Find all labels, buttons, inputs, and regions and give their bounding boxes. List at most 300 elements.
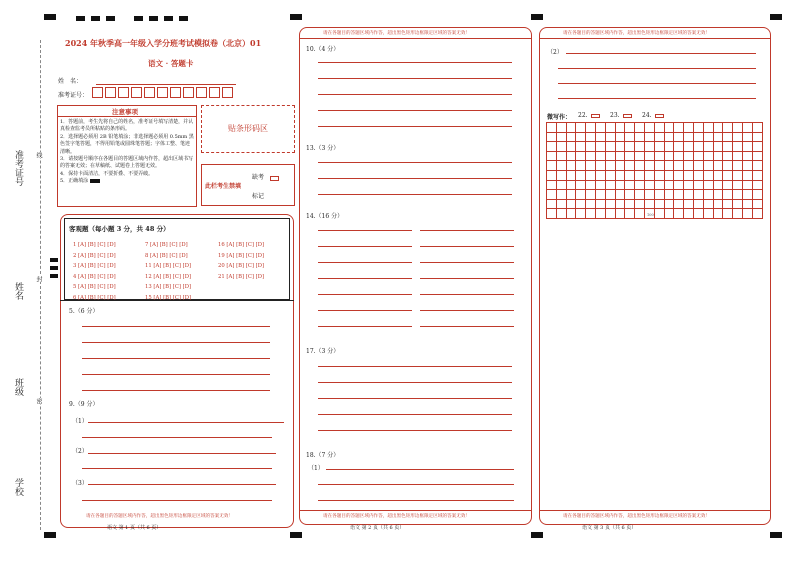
grid-cell[interactable] <box>635 123 645 133</box>
page3-warning-top: 请在各题目的答题区域内作答，超出黑色矩形边框限定区域的答案无效！ <box>563 31 711 36</box>
grid-cell[interactable] <box>674 161 684 171</box>
grid-cell[interactable] <box>567 142 577 152</box>
grid-cell[interactable] <box>714 123 724 133</box>
answer-line[interactable] <box>566 53 756 54</box>
grid-cell[interactable] <box>694 142 704 152</box>
answer-line[interactable] <box>318 430 512 431</box>
grid-cell[interactable] <box>567 123 577 133</box>
grid-cell[interactable] <box>665 171 675 181</box>
grid-cell[interactable] <box>586 161 596 171</box>
answer-line[interactable] <box>82 358 270 359</box>
grid-cell[interactable] <box>616 161 626 171</box>
grid-cell[interactable] <box>586 171 596 181</box>
grid-cell[interactable] <box>547 171 557 181</box>
answer-line[interactable] <box>318 500 514 501</box>
grid-cell[interactable] <box>576 209 586 219</box>
grid-cell[interactable] <box>625 190 635 200</box>
grid-cell[interactable] <box>645 123 655 133</box>
grid-cell[interactable] <box>606 152 616 162</box>
grid-cell[interactable] <box>684 200 694 210</box>
grid-cell[interactable] <box>586 133 596 143</box>
grid-cell[interactable] <box>714 161 724 171</box>
absent-checkbox[interactable] <box>270 176 279 181</box>
grid-cell[interactable] <box>635 181 645 191</box>
grid-cell[interactable] <box>753 152 763 162</box>
grid-cell[interactable] <box>704 200 714 210</box>
name-field[interactable] <box>96 84 236 85</box>
q9-label: 9.（9 分） <box>69 401 99 408</box>
grid-cell[interactable] <box>655 123 665 133</box>
grid-cell[interactable] <box>655 200 665 210</box>
grid-cell[interactable] <box>606 181 616 191</box>
id-boxes[interactable] <box>92 87 233 98</box>
grid-cell[interactable] <box>684 152 694 162</box>
grid-cell[interactable] <box>723 161 733 171</box>
side-id-label: 准考证号 <box>13 150 23 186</box>
grid-cell[interactable] <box>723 181 733 191</box>
writing-24-checkbox[interactable] <box>655 114 664 118</box>
grid-cell[interactable] <box>743 171 753 181</box>
answer-line[interactable] <box>420 294 514 295</box>
grid-cell[interactable] <box>547 209 557 219</box>
answer-line[interactable] <box>420 326 514 327</box>
grid-cell[interactable] <box>596 133 606 143</box>
writing-grid[interactable] <box>546 122 763 219</box>
grid-cell[interactable] <box>674 209 684 219</box>
page3-footer: 语文 第 3 页（共 6 页） <box>582 525 637 531</box>
grid-cell[interactable] <box>557 181 567 191</box>
grid-cell[interactable] <box>733 133 743 143</box>
grid-cell[interactable] <box>576 142 586 152</box>
grid-cell[interactable] <box>547 133 557 143</box>
answer-line[interactable] <box>318 414 512 415</box>
grid-cell[interactable] <box>753 200 763 210</box>
grid-cell[interactable] <box>547 161 557 171</box>
grid-cell[interactable] <box>665 161 675 171</box>
grid-cell[interactable] <box>674 181 684 191</box>
grid-cell[interactable] <box>576 133 586 143</box>
grid-cell[interactable] <box>596 152 606 162</box>
answer-line[interactable] <box>88 484 276 485</box>
grid-cell[interactable] <box>753 161 763 171</box>
id-label: 准考证号： <box>58 92 89 99</box>
grid-cell[interactable] <box>674 152 684 162</box>
grid-cell[interactable] <box>547 152 557 162</box>
grid-cell[interactable] <box>684 190 694 200</box>
grid-cell[interactable] <box>723 133 733 143</box>
objective-col3[interactable]: 16 [A] [B] [C] [D] 19 [A] [B] [C] [D] 20 [A] [B] [C] [D] 21 [A] [B] [C] [D] <box>218 242 265 280</box>
grid-cell[interactable] <box>606 171 616 181</box>
grid-cell[interactable] <box>625 181 635 191</box>
grid-cell[interactable] <box>694 152 704 162</box>
grid-cell[interactable] <box>645 171 655 181</box>
grid-cell[interactable] <box>645 200 655 210</box>
grid-cell[interactable] <box>606 133 616 143</box>
grid-cell[interactable] <box>655 161 665 171</box>
grid-cell[interactable] <box>567 171 577 181</box>
writing-22-checkbox[interactable] <box>591 114 600 118</box>
reg-mark <box>531 14 543 20</box>
grid-cell[interactable] <box>645 133 655 143</box>
q5-label: 5.（6 分） <box>69 308 99 315</box>
grid-cell[interactable] <box>596 190 606 200</box>
grid-cell[interactable] <box>576 161 586 171</box>
grid-cell[interactable] <box>557 133 567 143</box>
grid-cell[interactable] <box>625 142 635 152</box>
grid-cell[interactable] <box>743 200 753 210</box>
grid-cell[interactable] <box>743 161 753 171</box>
answer-line[interactable] <box>558 83 756 84</box>
grid-cell[interactable] <box>616 133 626 143</box>
page-title: 2024 年秋季高一年级入学分班考试模拟卷（北京）01 <box>65 38 262 48</box>
answer-line[interactable] <box>318 162 512 163</box>
grid-cell[interactable] <box>655 181 665 191</box>
grid-cell[interactable] <box>616 200 626 210</box>
grid-cell[interactable] <box>733 161 743 171</box>
grid-cell[interactable] <box>547 123 557 133</box>
answer-line[interactable] <box>318 262 412 263</box>
grid-cell[interactable] <box>547 181 557 191</box>
answer-line[interactable] <box>420 246 514 247</box>
grid-cell[interactable] <box>733 209 743 219</box>
grid-cell[interactable] <box>723 171 733 181</box>
grid-cell[interactable] <box>616 142 626 152</box>
answer-line[interactable] <box>82 342 270 343</box>
grid-cell[interactable] <box>655 142 665 152</box>
grid-cell[interactable] <box>576 152 586 162</box>
grid-cell[interactable] <box>753 190 763 200</box>
grid-cell[interactable] <box>753 209 763 219</box>
answer-line[interactable] <box>318 110 512 111</box>
answer-line[interactable] <box>420 262 514 263</box>
q9-sub3: （3） <box>72 480 88 487</box>
answer-line[interactable] <box>318 78 512 79</box>
grid-cell[interactable] <box>596 161 606 171</box>
grid-cell[interactable] <box>616 181 626 191</box>
grid-cell[interactable] <box>596 142 606 152</box>
reg-mark <box>76 16 85 21</box>
grid-cell[interactable] <box>576 200 586 210</box>
grid-cell[interactable] <box>704 209 714 219</box>
grid-cell[interactable] <box>674 142 684 152</box>
objective-col1[interactable]: 1 [A] [B] [C] [D] 2 [A] [B] [C] [D] 3 [A] [B] [C] [D] 4 [A] [B] [C] [D] 5 [A] [B] [C] [D] 6 [A] [B] [C] [D] <box>73 242 116 301</box>
grid-cell[interactable] <box>733 181 743 191</box>
grid-cell[interactable] <box>684 181 694 191</box>
grid-cell[interactable] <box>714 200 724 210</box>
grid-cell[interactable] <box>733 123 743 133</box>
q9-sub2: （2） <box>72 448 88 455</box>
grid-cell[interactable] <box>635 152 645 162</box>
reg-mark <box>50 274 58 278</box>
grid-cell[interactable] <box>665 181 675 191</box>
grid-cell[interactable] <box>606 200 616 210</box>
answer-line[interactable] <box>82 500 272 501</box>
grid-cell[interactable] <box>655 190 665 200</box>
answer-line[interactable] <box>318 94 512 95</box>
grid-cell[interactable] <box>567 209 577 219</box>
grid-cell[interactable] <box>684 161 694 171</box>
grid-cell[interactable] <box>694 161 704 171</box>
grid-cell[interactable] <box>645 181 655 191</box>
grid-cell[interactable] <box>616 209 626 219</box>
grid-cell[interactable] <box>635 190 645 200</box>
grid-cell[interactable] <box>714 190 724 200</box>
grid-cell[interactable] <box>557 152 567 162</box>
grid-cell[interactable] <box>753 133 763 143</box>
grid-cell[interactable] <box>704 171 714 181</box>
grid-cell[interactable] <box>625 133 635 143</box>
writing-24: 24. <box>642 112 652 119</box>
grid-cell[interactable] <box>674 190 684 200</box>
grid-cell[interactable] <box>586 209 596 219</box>
grid-cell[interactable] <box>743 142 753 152</box>
grid-cell[interactable] <box>616 152 626 162</box>
grid-cell[interactable] <box>674 123 684 133</box>
barcode-label: 贴条形码区 <box>228 124 268 133</box>
grid-cell[interactable] <box>723 152 733 162</box>
answer-line[interactable] <box>420 230 514 231</box>
grid-cell[interactable] <box>694 190 704 200</box>
answer-line[interactable] <box>318 230 412 231</box>
answer-line[interactable] <box>318 62 512 63</box>
grid-cell[interactable] <box>665 123 675 133</box>
answer-line[interactable] <box>558 98 756 99</box>
grid-cell[interactable] <box>635 142 645 152</box>
grid-cell[interactable] <box>616 190 626 200</box>
page3-warning-bottom: 请在各题目的答题区域内作答，超出黑色矩形边框限定区域的答案无效！ <box>563 514 711 519</box>
grid-cell[interactable] <box>674 200 684 210</box>
answer-line[interactable] <box>318 382 512 383</box>
answer-line[interactable] <box>420 310 514 311</box>
grid-cell[interactable] <box>557 161 567 171</box>
grid-cell[interactable] <box>567 200 577 210</box>
grid-cell[interactable] <box>714 209 724 219</box>
answer-line[interactable] <box>326 469 514 470</box>
grid-cell[interactable] <box>606 190 616 200</box>
grid-cell[interactable] <box>567 133 577 143</box>
grid-cell[interactable] <box>557 190 567 200</box>
grid-cell[interactable] <box>665 133 675 143</box>
answer-line[interactable] <box>318 246 412 247</box>
grid-cell[interactable] <box>723 142 733 152</box>
grid-cell[interactable] <box>625 123 635 133</box>
grid-cell[interactable] <box>714 133 724 143</box>
grid-cell[interactable] <box>635 209 645 219</box>
answer-line[interactable] <box>318 194 512 195</box>
grid-cell[interactable] <box>547 142 557 152</box>
grid-cell[interactable] <box>606 123 616 133</box>
answer-line[interactable] <box>318 178 512 179</box>
grid-cell[interactable] <box>576 123 586 133</box>
grid-cell[interactable] <box>665 200 675 210</box>
answer-line[interactable] <box>82 326 270 327</box>
grid-cell[interactable] <box>684 171 694 181</box>
reg-mark <box>531 532 543 538</box>
grid-cell[interactable] <box>586 181 596 191</box>
grid-cell[interactable] <box>635 133 645 143</box>
q18-sub1: （1） <box>308 465 324 472</box>
grid-cell[interactable] <box>694 181 704 191</box>
grid-cell[interactable] <box>576 171 586 181</box>
grid-cell[interactable] <box>616 171 626 181</box>
grid-cell[interactable] <box>576 190 586 200</box>
grid-cell[interactable] <box>694 209 704 219</box>
grid-cell[interactable] <box>704 142 714 152</box>
grid-cell[interactable] <box>694 133 704 143</box>
grid-cell[interactable] <box>723 190 733 200</box>
answer-line[interactable] <box>318 310 412 311</box>
grid-cell[interactable] <box>586 200 596 210</box>
grid-cell[interactable] <box>616 123 626 133</box>
grid-cell[interactable] <box>635 200 645 210</box>
grid-cell[interactable] <box>704 181 714 191</box>
grid-cell[interactable] <box>586 190 596 200</box>
answer-line[interactable] <box>318 126 512 127</box>
grid-cell[interactable] <box>567 190 577 200</box>
grid-cell[interactable] <box>743 123 753 133</box>
answer-line[interactable] <box>318 484 514 485</box>
answer-line[interactable] <box>318 398 512 399</box>
grid-cell[interactable] <box>557 142 567 152</box>
grid-cell[interactable] <box>665 142 675 152</box>
grid-cell[interactable] <box>586 142 596 152</box>
grid-cell[interactable] <box>714 152 724 162</box>
grid-cell[interactable] <box>665 209 675 219</box>
grid-cell[interactable] <box>684 209 694 219</box>
answer-line[interactable] <box>82 374 270 375</box>
grid-cell[interactable] <box>635 171 645 181</box>
grid-cell[interactable] <box>753 171 763 181</box>
grid-cell[interactable] <box>733 152 743 162</box>
grid-cell[interactable] <box>625 171 635 181</box>
answer-line[interactable] <box>82 437 272 438</box>
grid-cell[interactable] <box>606 209 616 219</box>
grid-cell[interactable] <box>743 152 753 162</box>
grid-cell[interactable] <box>596 200 606 210</box>
reg-mark <box>290 532 302 538</box>
grid-cell[interactable] <box>567 152 577 162</box>
grid-cell[interactable] <box>733 200 743 210</box>
grid-cell[interactable] <box>704 190 714 200</box>
grid-cell[interactable] <box>655 133 665 143</box>
grid-count-mark: 100 <box>647 213 654 217</box>
grid-cell[interactable] <box>547 200 557 210</box>
grid-cell[interactable] <box>557 171 567 181</box>
grid-cell[interactable] <box>567 181 577 191</box>
grid-cell[interactable] <box>655 209 665 219</box>
grid-cell[interactable] <box>704 133 714 143</box>
grid-cell[interactable] <box>567 161 577 171</box>
reg-mark <box>50 258 58 262</box>
answer-line[interactable] <box>558 68 756 69</box>
grid-cell[interactable] <box>753 181 763 191</box>
grid-cell[interactable] <box>694 123 704 133</box>
grid-cell[interactable] <box>557 123 567 133</box>
grid-cell[interactable] <box>645 190 655 200</box>
grid-cell[interactable] <box>714 181 724 191</box>
answer-line[interactable] <box>420 278 514 279</box>
grid-cell[interactable] <box>704 123 714 133</box>
grid-cell[interactable] <box>586 152 596 162</box>
grid-cell[interactable] <box>645 161 655 171</box>
grid-cell[interactable] <box>625 152 635 162</box>
grid-cell[interactable] <box>596 171 606 181</box>
grid-cell[interactable] <box>733 190 743 200</box>
grid-cell[interactable] <box>596 209 606 219</box>
grid-cell[interactable] <box>655 152 665 162</box>
answer-line[interactable] <box>318 366 512 367</box>
grid-cell[interactable] <box>576 181 586 191</box>
grid-cell[interactable] <box>743 181 753 191</box>
notice-title: 注意事项 <box>112 108 138 116</box>
binding-line <box>40 40 41 530</box>
grid-cell[interactable] <box>743 133 753 143</box>
grid-cell[interactable] <box>684 123 694 133</box>
grid-cell[interactable] <box>743 209 753 219</box>
grid-cell[interactable] <box>723 123 733 133</box>
grid-cell[interactable] <box>606 161 616 171</box>
answer-line[interactable] <box>318 278 412 279</box>
grid-cell[interactable] <box>684 133 694 143</box>
grid-cell[interactable] <box>694 200 704 210</box>
grid-cell[interactable] <box>733 171 743 181</box>
grid-cell[interactable] <box>557 209 567 219</box>
grid-cell[interactable] <box>753 142 763 152</box>
grid-cell[interactable] <box>596 181 606 191</box>
grid-cell[interactable] <box>714 142 724 152</box>
grid-cell[interactable] <box>723 200 733 210</box>
grid-cell[interactable] <box>704 161 714 171</box>
answer-line[interactable] <box>82 468 272 469</box>
grid-cell[interactable] <box>557 200 567 210</box>
page2-warning-bottom: 请在各题目的答题区域内作答，超出黑色矩形边框限定区域的答案无效！ <box>323 514 471 519</box>
answer-line[interactable] <box>318 326 412 327</box>
writing-23-checkbox[interactable] <box>623 114 632 118</box>
grid-cell[interactable] <box>743 190 753 200</box>
grid-cell[interactable] <box>694 171 704 181</box>
grid-cell[interactable] <box>606 142 616 152</box>
grid-cell[interactable] <box>665 152 675 162</box>
grid-cell[interactable] <box>733 142 743 152</box>
grid-cell[interactable] <box>655 171 665 181</box>
grid-cell[interactable] <box>625 200 635 210</box>
grid-cell[interactable] <box>586 123 596 133</box>
answer-line[interactable] <box>82 390 270 391</box>
grid-cell[interactable] <box>674 171 684 181</box>
grid-cell[interactable] <box>665 190 675 200</box>
grid-cell[interactable] <box>625 209 635 219</box>
objective-col2[interactable]: 7 [A] [B] [C] [D] 8 [A] [B] [C] [D] 11 [A] [B] [C] [D] 12 [A] [B] [C] [D] 13 [A] [B] [C] [D] 15 [A] [B] [C] [D] <box>145 242 192 301</box>
grid-cell[interactable] <box>635 161 645 171</box>
grid-cell[interactable] <box>645 152 655 162</box>
grid-cell[interactable] <box>704 152 714 162</box>
answer-line[interactable] <box>318 294 412 295</box>
grid-cell[interactable] <box>596 123 606 133</box>
objective-title: 客观题（每小题 3 分，共 48 分） <box>69 225 170 233</box>
grid-cell[interactable] <box>684 142 694 152</box>
absent-mark: 标记 <box>252 193 265 200</box>
side-seal-label: 封 <box>35 276 42 282</box>
grid-cell[interactable] <box>753 123 763 133</box>
grid-cell[interactable] <box>547 190 557 200</box>
grid-cell[interactable] <box>714 171 724 181</box>
answer-line[interactable] <box>88 422 284 423</box>
grid-cell[interactable] <box>645 142 655 152</box>
answer-line[interactable] <box>88 453 276 454</box>
grid-cell[interactable] <box>625 161 635 171</box>
grid-cell[interactable] <box>723 209 733 219</box>
grid-cell[interactable] <box>674 133 684 143</box>
